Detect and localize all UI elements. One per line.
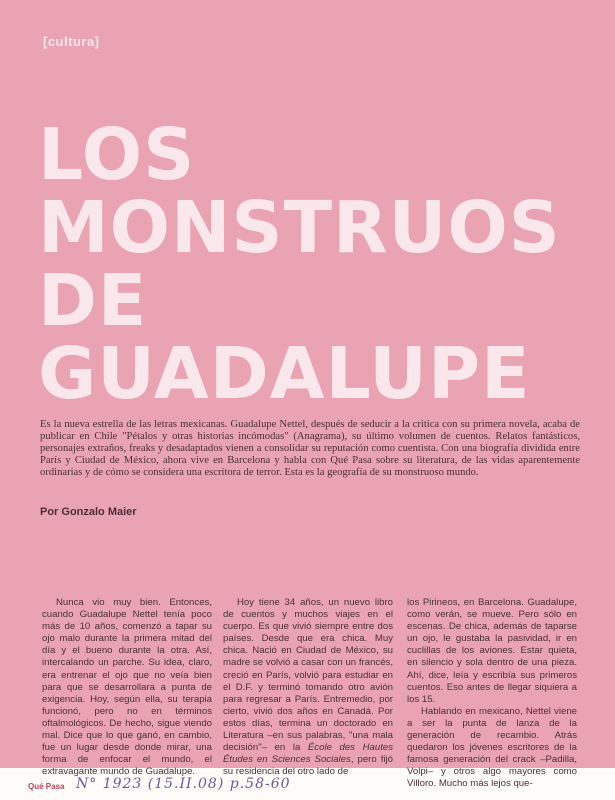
column-3-paragraph-1: los Pirineos, en Barcelona. Guadalupe, como verán, se mueve. Pero sólo en escenas. De chica, además de taparse un ojo, le gustaba la pasividad, ir en cuclillas de los aviones. Estar quieta, en silencio y sola dentro de una pieza. Ahí, dice, leía y escribía sus primeros cuentos. Eso antes de llegar siquiera a los 15. [407, 597, 577, 705]
magazine-logo: Qué Pasa [28, 782, 65, 791]
headline [38, 113, 598, 415]
article-column-1: Nunca vio muy bien. Entonces, cuando Guadalupe Nettel tenía poco más de 10 años, comenzó a tapar su ojo malo durante la primera mitad del día y el bueno durante la otra. Así, intercalando un parche. Su idea, claro, era entrenar el ojo que no veía bien para que se desarrollara a punta de exigencia. Hoy, según ella, su terapia funcionó, pero no en términos oftalmológicos. De hecho, sigue viendo mal. Dice que lo que ganó, en cambio, fue un lugar desde donde mirar, una forma de enfocar el mundo, el extravagante mundo de Guadalupe. [42, 597, 212, 778]
column-2-text-a: Hoy tiene 34 años, un nuevo libro de cuentos y muchos viajes en el cuerpo. Es que vivió siempre entre dos países. Desde que era chica. Muy chica. Nació en Ciudad de México, su madre se volvió a casar con un francés, creció en París, volvió para estudiar en el D.F. y terminó tomando otro avión para regresar a París. Entremedio, por cierto, vivió dos años en Canadá. Por estos días, termina un doctorado en Literatura –en sus palabras, "una mala decisión"– en la [223, 597, 393, 754]
section-tag: [cultura] [43, 34, 100, 49]
headline-line-4: GUADALUPE [38, 332, 531, 415]
column-3-paragraph-2: Hablando en mexicano, Nettel viene a ser la punta de lanza de la generación de recambio. Atrás quedaron los jóvenes escritores de la famosa generación del crack –Padilla, Volpi– y otros algo mayores como Villoro. Mucho más lejos que- [407, 705, 577, 790]
lede-paragraph: Es la nueva estrella de las letras mexicanas. Guadalupe Nettel, después de seducir a la crítica con su primera novela, acaba de publicar en Chile "Pétalos y otras historias incómodas" (Anagrama), su último volumen de cuentos. Relatos fantásticos, personajes extraños, freaks y desadaptados vienen a consolidar su reputación como cuentista. Con una biografía dividida entre París y Ciudad de México, ahora vive en Barcelona y habla con Qué Pasa sobre su literatura, de las vidas aparentemente ordinarias y de cómo se considera una escritora de terror. Esta es la geografía de su monstruoso mundo. [40, 419, 580, 478]
column-2-italic-school: École des Hautes Études en Sciences Sociales [223, 742, 393, 766]
column-2-text-b: , pero fijó su residencia del otro lado de [223, 754, 393, 778]
article-column-3 [407, 597, 577, 791]
article-column-2 [223, 597, 393, 778]
handwritten-annotation: N° 1923 (15.II.08) p.58-60 [76, 776, 291, 792]
byline: Por Gonzalo Maier [40, 506, 137, 518]
headline-line-2: MONSTRUOS [38, 186, 561, 269]
headline-line-3: DE [38, 259, 148, 342]
headline-line-1: LOS [38, 113, 196, 196]
